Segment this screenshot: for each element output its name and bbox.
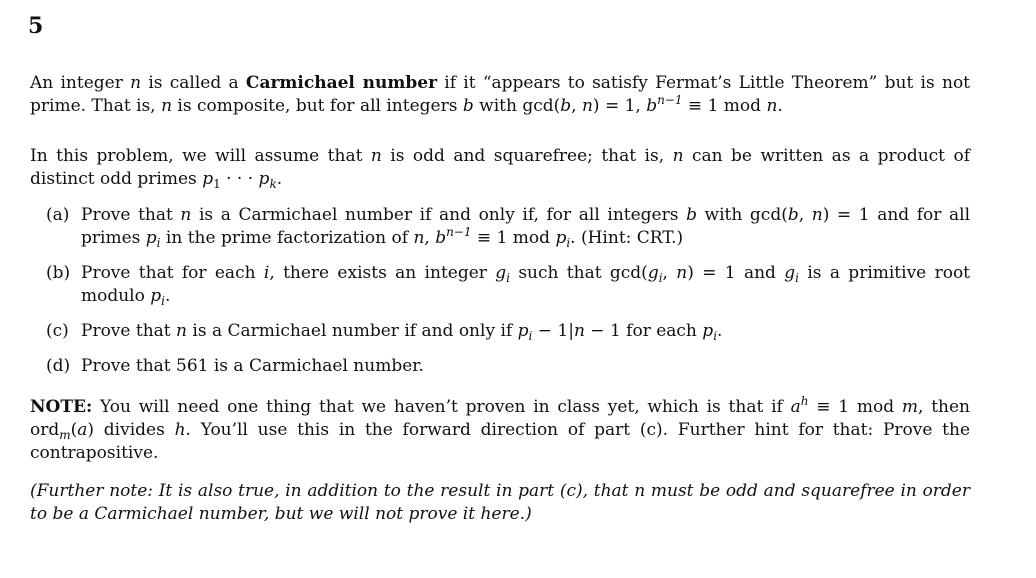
math-var-p: p xyxy=(145,228,157,248)
setup-text: In this problem, we will assume that xyxy=(30,146,371,166)
math-var-n: n xyxy=(811,205,823,225)
part-text: − 1| xyxy=(532,321,574,341)
math-var-i: i xyxy=(263,263,270,283)
part-text: . xyxy=(165,286,171,306)
math-var-p: p xyxy=(517,321,529,341)
part-text: − 1 for each xyxy=(584,321,703,341)
math-subscript: m xyxy=(59,428,71,442)
math-subscript: i xyxy=(795,271,799,285)
note-text: ) divides xyxy=(87,420,175,440)
part-text: , xyxy=(662,263,677,283)
assumption-paragraph xyxy=(30,145,970,191)
note-text: . You’ll use this in the forward direction of part (c). Further hint for that: Prove the contrapositive. xyxy=(30,420,971,463)
math-subscript: 1 xyxy=(213,177,221,191)
note-text: You will need one thing that we haven’t proven in class yet, which is that if xyxy=(92,397,791,417)
intro-text: with gcd( xyxy=(473,96,561,116)
part-text: such that gcd( xyxy=(509,263,648,283)
part-text: . (Hint: CRT.) xyxy=(570,228,684,248)
math-var-n: n xyxy=(180,205,192,225)
math-subscript: i xyxy=(161,294,165,308)
part-text: , xyxy=(424,228,436,248)
math-var-n: n xyxy=(130,73,142,93)
math-dots: · · · xyxy=(220,169,259,189)
intro-text: is called a xyxy=(141,73,246,93)
math-exponent: n−1 xyxy=(446,225,472,239)
note-text: ( xyxy=(70,420,78,440)
math-exponent: h xyxy=(800,394,809,408)
part-b xyxy=(30,262,970,308)
intro-text: is composite, but for all integers xyxy=(172,96,463,116)
part-label: (c) xyxy=(46,321,69,341)
setup-text: . xyxy=(276,169,283,189)
math-var-h: h xyxy=(174,420,186,440)
part-text: is a primitive root modulo xyxy=(81,263,971,306)
part-text: ) = 1 and for all primes xyxy=(81,205,971,248)
math-var-n: n xyxy=(413,228,425,248)
math-var-b: b xyxy=(787,205,799,225)
math-var-n: n xyxy=(676,263,688,283)
math-var-a: a xyxy=(77,420,88,440)
math-var-p: p xyxy=(150,286,162,306)
part-text: ) = 1 and xyxy=(687,263,785,283)
math-var-n: n xyxy=(370,146,382,166)
note-text: , then ord xyxy=(30,397,970,440)
math-var-g: g xyxy=(647,263,659,283)
note-paragraph xyxy=(30,396,970,465)
math-subscript: i xyxy=(506,271,510,285)
math-exponent: n−1 xyxy=(657,93,683,107)
math-var-n: n xyxy=(766,96,778,116)
intro-text: if it “appears to satisfy Fermat’s Little Theorem” but is not prime. That is, xyxy=(30,73,971,116)
math-var-g: g xyxy=(495,263,507,283)
math-var-p: p xyxy=(202,169,214,189)
math-var-b: b xyxy=(646,96,658,116)
math-subscript: i xyxy=(156,236,161,250)
math-var-n: n xyxy=(581,96,593,116)
part-text: Prove that for each xyxy=(81,263,264,283)
math-subscript: i xyxy=(658,271,663,285)
part-label: (b) xyxy=(46,263,71,283)
part-d xyxy=(30,355,970,378)
intro-text: , xyxy=(571,96,582,116)
math-var-m: m xyxy=(901,397,919,417)
setup-text: can be written as a product of distinct odd primes xyxy=(30,146,970,189)
part-label: (a) xyxy=(46,205,70,225)
intro-text: ≡ 1 mod xyxy=(682,96,767,116)
math-var-n: n xyxy=(161,96,173,116)
part-text: Prove that xyxy=(81,321,177,341)
math-subscript: k xyxy=(269,177,277,191)
part-a xyxy=(30,204,970,250)
setup-text: is odd and squarefree; that is, xyxy=(381,146,673,166)
part-text: with gcd( xyxy=(696,205,788,225)
part-text: Prove that 561 is a Carmichael number. xyxy=(81,356,424,376)
math-var-p: p xyxy=(555,228,567,248)
further-note-paragraph: (Further note: It is also true, in addition to the result in part (c), that n must be odd and squarefree in order to be a Carmichael number, but we will not prove it here.) xyxy=(30,481,970,524)
carmichael-term: Carmichael number xyxy=(245,73,438,93)
math-var-b: b xyxy=(462,96,474,116)
math-var-g: g xyxy=(784,263,796,283)
math-var-p: p xyxy=(258,169,270,189)
math-var-a: a xyxy=(790,397,801,417)
math-var-n: n xyxy=(672,146,684,166)
part-text: . xyxy=(717,321,723,341)
intro-text: ) = 1, xyxy=(592,96,647,116)
math-var-n: n xyxy=(573,321,585,341)
part-text: ≡ 1 mod xyxy=(471,228,556,248)
part-text: is a Carmichael number if and only if, for all integers xyxy=(191,205,687,225)
definition-paragraph xyxy=(30,72,970,118)
problem-parts-list xyxy=(30,204,970,390)
math-subscript: i xyxy=(713,329,718,343)
part-text: in the prime factorization of xyxy=(160,228,414,248)
intro-text: . xyxy=(777,96,783,116)
math-var-n: n xyxy=(176,321,187,341)
part-text: , xyxy=(798,205,812,225)
part-text: is a Carmichael number if and only if xyxy=(186,321,518,341)
math-var-b: b xyxy=(560,96,572,116)
math-var-b: b xyxy=(435,228,447,248)
part-label: (d) xyxy=(46,356,71,376)
math-var-b: b xyxy=(686,205,697,225)
part-text: Prove that xyxy=(81,205,181,225)
math-subscript: i xyxy=(528,329,533,343)
note-text: ≡ 1 mod xyxy=(808,397,902,417)
math-subscript: i xyxy=(566,236,571,250)
note-heading: NOTE: xyxy=(30,397,93,417)
intro-text: An integer xyxy=(30,73,131,93)
problem-number: 5 xyxy=(28,13,44,39)
part-text: , there exists an integer xyxy=(269,263,496,283)
math-var-p: p xyxy=(702,321,714,341)
part-c xyxy=(30,320,970,343)
